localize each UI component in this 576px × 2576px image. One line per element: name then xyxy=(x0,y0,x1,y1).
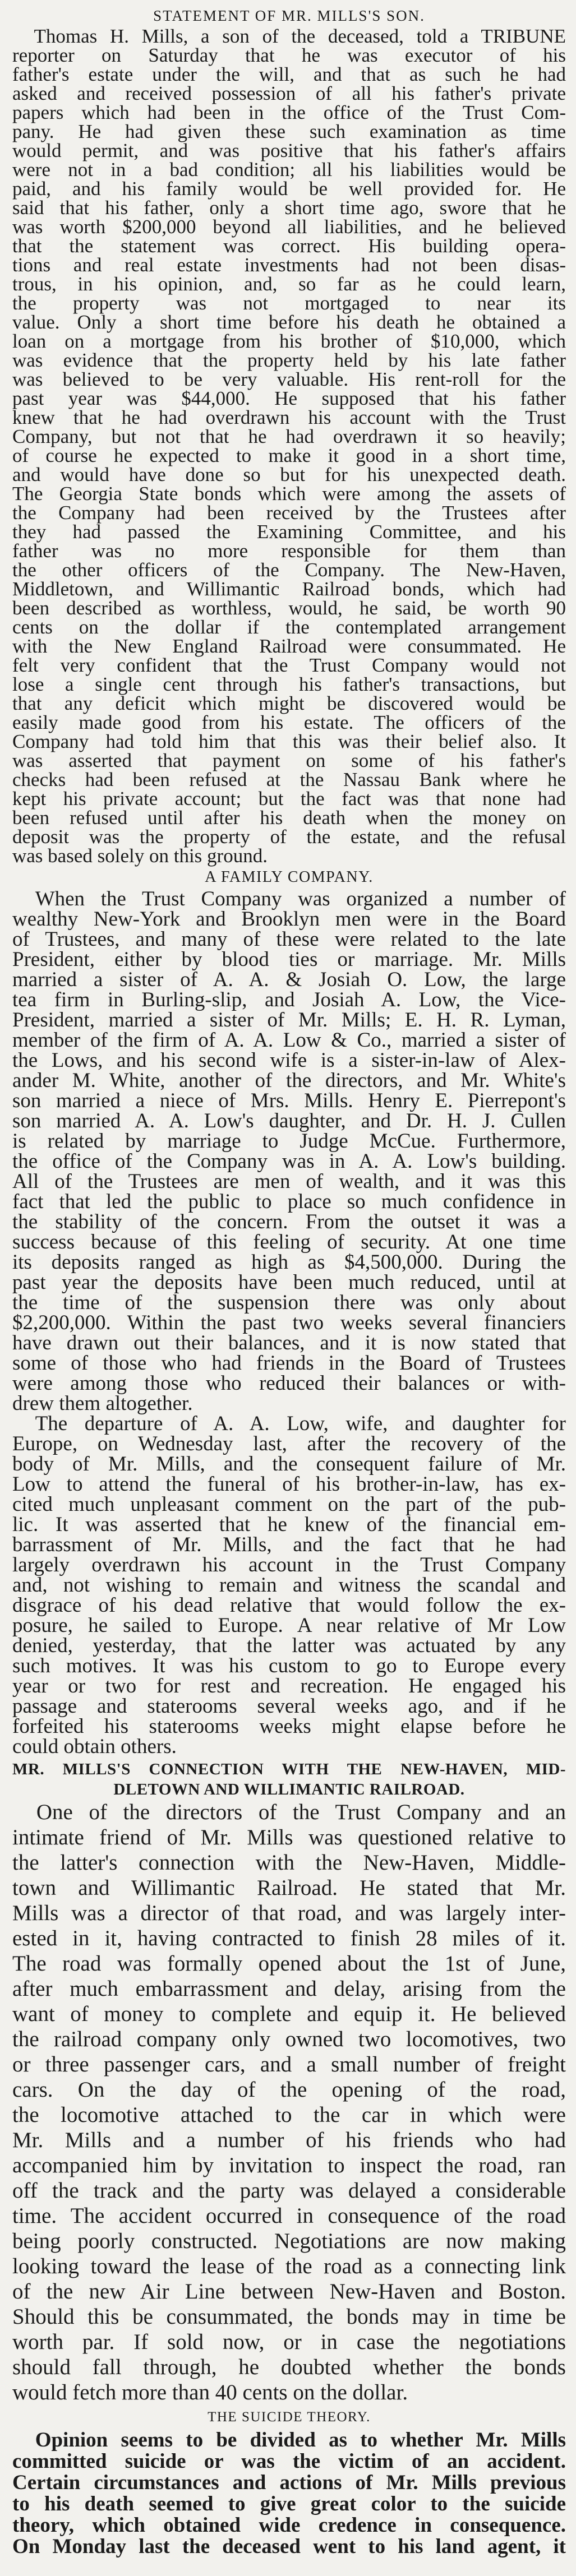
text-line: trous, in his opinion, and, so far as he could learn, xyxy=(12,273,566,295)
text-line: knew that he had overdrawn his account with the Trust xyxy=(12,406,566,428)
section-heading: A FAMILY COMPANY. xyxy=(205,868,374,886)
article-section xyxy=(12,866,566,1757)
text-line: easily made good from his estate. The officers of the xyxy=(12,711,566,733)
text-line: forfeited his staterooms weeks might elapse before he xyxy=(12,1715,566,1738)
text-line: the property was not mortgaged to near its xyxy=(12,292,566,314)
text-line: was asserted that payment on some of his father's xyxy=(12,750,566,771)
text-line: some of those who had friends in the Board of Trustees xyxy=(12,1352,566,1375)
paragraph xyxy=(12,1414,566,1757)
text-line: Company, but not that he had overdrawn it so heavily; xyxy=(12,426,566,447)
text-line: and would have done so but for his unexpected death. xyxy=(12,464,566,485)
text-line: married a sister of A. A. & Josiah O. Low, the large xyxy=(12,968,566,991)
text-line: Company had told him that this was their belief also. It xyxy=(12,730,566,752)
text-line: paid, and his family would be well provided for. He xyxy=(12,178,566,200)
text-line: was evidence that the property held by his late father xyxy=(12,349,566,371)
text-line: the locomotive attached to the car in which were xyxy=(12,2103,566,2127)
text-line: the time of the suspension there was only about xyxy=(12,1291,566,1314)
text-line: value. Only a short time before his death he obtained a xyxy=(12,311,566,333)
text-line: should fall through, he doubted whether the bonds xyxy=(12,2355,566,2379)
text-line: after much embarrassment and delay, arising from the xyxy=(12,1977,566,2001)
text-line: past year the deposits have been much reduced, until at xyxy=(12,1271,566,1294)
section-heading: DLETOWN AND WILLIMANTIC RAILROAD. xyxy=(113,1780,465,1798)
text-line: was worth $200,000 beyond all liabilities, and he believed xyxy=(12,216,566,238)
text-line: of the new Air Line between New-Haven and Boston. xyxy=(12,2279,566,2304)
text-line: its deposits ranged as high as $4,500,000. During the xyxy=(12,1251,566,1274)
section-heading: THE SUICIDE THEORY. xyxy=(208,2409,371,2425)
article-section xyxy=(12,27,566,866)
text-line: looking toward the lease of the road as a connecting link xyxy=(12,2254,566,2278)
article-body xyxy=(12,27,566,2557)
text-line: accompanied him by invitation to inspect the road, ran xyxy=(12,2153,566,2177)
text-line: that the statement was correct. His building opera- xyxy=(12,235,566,257)
text-line: would fetch more than 40 cents on the dollar. xyxy=(12,2380,408,2404)
text-line: town and Willimantic Railroad. He stated that Mr. xyxy=(12,1876,566,1900)
article-title: STATEMENT OF MR. MILLS'S SON. xyxy=(153,7,425,24)
text-line: member of the firm of A. A. Low & Co., married a sister of xyxy=(12,1029,566,1052)
text-line: largely overdrawn his account in the Trust Company xyxy=(12,1553,566,1576)
text-line: the stability of the concern. From the outset it was a xyxy=(12,1210,566,1233)
text-line: fact that led the public to place so much confidence in xyxy=(12,1190,566,1213)
text-line: All of the Trustees are men of wealth, and it was this xyxy=(12,1170,566,1193)
text-line: denied, yesterday, that the latter was actuated by any xyxy=(12,1634,566,1657)
text-line: and, not wishing to remain and witness the scandal and xyxy=(12,1574,566,1597)
text-line: the other officers of the Company. The New-Haven, xyxy=(12,559,566,581)
text-line: theory, which obtained wide credence in consequence. xyxy=(12,2514,566,2537)
text-line: was believed to be very valuable. His rent-roll for the xyxy=(12,368,566,390)
text-line: were among those who reduced their balances or with- xyxy=(12,1372,566,1395)
text-line: the railroad company only owned two locomotives, two xyxy=(12,2027,566,2051)
text-line: they had passed the Examining Committee, and his xyxy=(12,521,566,543)
text-line: On Monday last the deceased went to his land agent, it xyxy=(12,2535,566,2558)
text-line: $2,200,000. Within the past two weeks several financiers xyxy=(12,1311,566,1334)
text-line: passage and staterooms several weeks ago, and if he xyxy=(12,1695,566,1718)
paragraph xyxy=(12,1800,566,2405)
text-line: Middletown, and Willimantic Railroad bonds, which had xyxy=(12,578,566,600)
text-line: with the New England Railroad were consummated. He xyxy=(12,635,566,657)
text-line: would permit, and was positive that his father's affairs xyxy=(12,140,566,161)
article-section xyxy=(12,1759,566,2405)
text-line: Europe, on Wednesday last, after the recovery of the xyxy=(12,1432,566,1455)
text-line: been described as worthless, would, he said, be worth 90 xyxy=(12,597,566,619)
text-line: the Lows, and his second wife is a sister-in-law of Alex- xyxy=(12,1049,566,1072)
text-line: The departure of A. A. Low, wife, and daughter for xyxy=(35,1412,566,1435)
text-line: barrassment of Mr. Mills, and the fact that he had xyxy=(12,1533,566,1556)
text-line: or three passenger cars, and a small number of freight xyxy=(12,2052,566,2076)
text-line: time. The accident occurred in consequence of the road xyxy=(12,2204,566,2228)
paragraph xyxy=(12,27,566,866)
text-line: loan on a mortgage from his brother of $10,000, which xyxy=(12,330,566,352)
text-line: Mr. Mills and a number of his friends who had xyxy=(12,2128,566,2152)
text-line: Should this be consummated, the bonds may in time be xyxy=(12,2305,566,2329)
text-line: President, either by blood ties or marriage. Mr. Mills xyxy=(12,948,566,971)
text-line: Low to attend the funeral of his brother-in-law, has ex- xyxy=(12,1473,566,1496)
text-line: disgrace of his dead relative that would follow the ex- xyxy=(12,1594,566,1617)
text-line: deposit was the property of the estate, and the refusal xyxy=(12,826,566,848)
text-line: could obtain others. xyxy=(12,1735,177,1758)
text-line: drew them altogether. xyxy=(12,1392,193,1415)
text-line: son married A. A. Low's daughter, and Dr. H. J. Cullen xyxy=(12,1109,566,1132)
text-line: asked and received possession of all his father's private xyxy=(12,82,566,104)
text-line: felt very confident that the Trust Company would not xyxy=(12,654,566,676)
text-line: The road was formally opened about the 1st of June, xyxy=(12,1951,566,1976)
text-line: worth par. If sold now, or in case the negotiations xyxy=(12,2330,566,2354)
text-line: body of Mr. Mills, and the consequent failure of Mr. xyxy=(12,1453,566,1476)
text-line: ander M. White, another of the directors, and Mr. White's xyxy=(12,1069,566,1092)
text-line: cited much unpleasant comment on the part of the pub- xyxy=(12,1493,566,1516)
text-line: reporter on Saturday that he was executor of his xyxy=(12,44,566,66)
text-line: Certain circumstances and actions of Mr. Mills previous xyxy=(12,2471,566,2494)
text-line: pany. He had given these such examination as time xyxy=(12,121,566,142)
text-line: lose a single cent through his father's transactions, but xyxy=(12,673,566,695)
text-line: posure, he sailed to Europe. A near relative of Mr Low xyxy=(12,1614,566,1637)
text-line: the office of the Company was in A. A. Low's building. xyxy=(12,1150,566,1173)
article-section xyxy=(12,2405,566,2557)
text-line: success because of this feeling of security. At one time xyxy=(12,1231,566,1254)
text-line: intimate friend of Mr. Mills was questioned relative to xyxy=(12,1825,566,1849)
text-line: ested in it, having contracted to finish 28 miles of it. xyxy=(12,1926,566,1950)
text-line: tions and real estate investments had not been disas- xyxy=(12,254,566,276)
text-line: of course he expected to make it good in a short time, xyxy=(12,445,566,466)
text-line: President, married a sister of Mr. Mills; E. H. R. Lyman, xyxy=(12,1009,566,1032)
section-heading: MR. MILLS'S CONNECTION WITH THE NEW-HAVEN, MID- xyxy=(12,1760,566,1778)
text-line: of Trustees, and many of these were related to the late xyxy=(12,928,566,951)
paragraph xyxy=(12,889,566,1414)
text-line: said that his father, only a short time ago, swore that he xyxy=(12,197,566,219)
text-line: cents on the dollar if the contemplated arrangement xyxy=(12,616,566,638)
text-line: such motives. It was his custom to go to Europe every xyxy=(12,1654,566,1677)
text-line: kept his private account; but the fact was that none had xyxy=(12,788,566,810)
paragraph xyxy=(12,2430,566,2557)
text-line: been refused until after his death when the money on xyxy=(12,807,566,829)
text-line: were not in a bad condition; all his liabilities would be xyxy=(12,159,566,181)
text-line: Mills was a director of that road, and was largely inter- xyxy=(12,1901,566,1925)
text-line: committed suicide or was the victim of an accident. xyxy=(12,2450,566,2473)
text-line: One of the directors of the Trust Company and an xyxy=(36,1800,566,1824)
text-line: Thomas H. Mills, a son of the deceased, told a TRIBUNE xyxy=(34,25,566,47)
text-line: The Georgia State bonds which were among the assets of xyxy=(12,483,566,505)
text-line: tea firm in Burling-slip, and Josiah A. Low, the Vice- xyxy=(12,988,566,1011)
text-line: Opinion seems to be divided as to whether Mr. Mills xyxy=(35,2429,566,2452)
text-line: the latter's connection with the New-Haven, Middle- xyxy=(12,1851,566,1875)
text-line: lic. It was asserted that he knew of the financial em- xyxy=(12,1513,566,1536)
text-line: father's estate under the will, and that as such he had xyxy=(12,63,566,85)
text-line: past year was $44,000. He supposed that his father xyxy=(12,387,566,409)
text-line: that any deficit which might be discovered would be xyxy=(12,692,566,714)
text-line: father was no more responsible for them than xyxy=(12,540,566,562)
text-line: off the track and the party was delayed a considerable xyxy=(12,2179,566,2203)
text-line: son married a niece of Mrs. Mills. Henry E. Pierrepont's xyxy=(12,1089,566,1112)
text-line: year or two for rest and recreation. He engaged his xyxy=(12,1675,566,1698)
text-line: have drawn out their balances, and it is now stated that xyxy=(12,1331,566,1354)
text-line: papers which had been in the office of the Trust Com- xyxy=(12,101,566,123)
text-line: to his death seemed to give great color to the suicide xyxy=(12,2492,566,2515)
text-line: cars. On the day of the opening of the road, xyxy=(12,2078,566,2102)
text-line: being poorly constructed. Negotiations are now making xyxy=(12,2229,566,2253)
text-line: checks had been refused at the Nassau Bank where he xyxy=(12,769,566,790)
text-line: want of money to complete and equip it. He believed xyxy=(12,2002,566,2026)
text-line: was based solely on this ground. xyxy=(12,845,268,867)
text-line: wealthy New-York and Brooklyn men were in the Board xyxy=(12,908,566,931)
text-line: the Company had been received by the Trustees after xyxy=(12,502,566,524)
text-line: When the Trust Company was organized a number of xyxy=(35,887,566,910)
text-line: is related by marriage to Judge McCue. Furthermore, xyxy=(12,1130,566,1153)
